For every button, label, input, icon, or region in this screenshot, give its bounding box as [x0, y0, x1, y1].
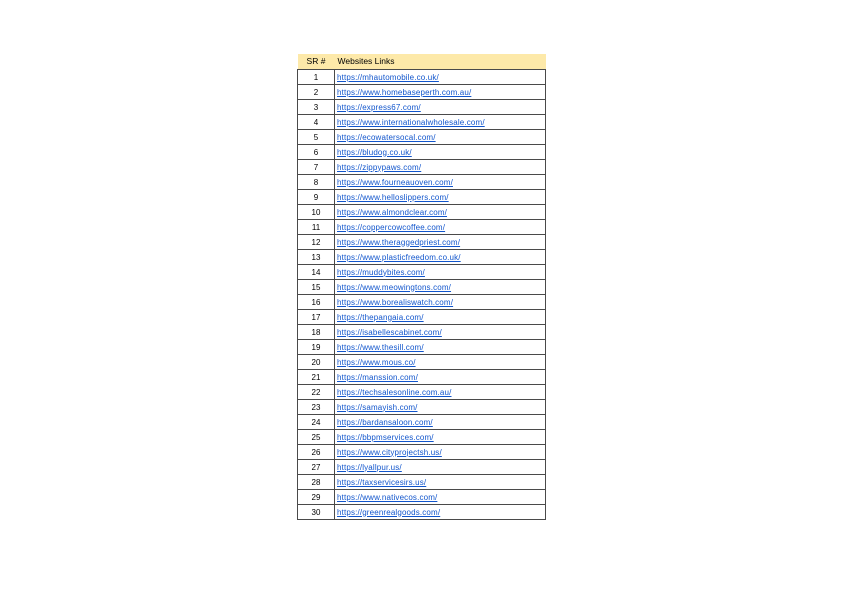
website-link[interactable]: https://bardansaloon.com/ — [337, 417, 433, 427]
table-row — [298, 340, 546, 355]
website-link[interactable]: https://www.homebaseperth.com.au/ — [337, 87, 472, 97]
website-link-cell — [335, 115, 546, 130]
table-row — [298, 115, 546, 130]
row-number: 21 — [298, 370, 335, 385]
website-link[interactable]: https://lyallpur.us/ — [337, 462, 402, 472]
website-link[interactable]: https://zippypaws.com/ — [337, 162, 422, 172]
row-number: 6 — [298, 145, 335, 160]
website-link-cell — [335, 85, 546, 100]
row-number: 23 — [298, 400, 335, 415]
website-link-cell — [335, 505, 546, 520]
row-number: 28 — [298, 475, 335, 490]
row-number: 26 — [298, 445, 335, 460]
website-link[interactable]: https://www.nativecos.com/ — [337, 492, 438, 502]
table-row — [298, 145, 546, 160]
website-link[interactable]: https://express67.com/ — [337, 102, 421, 112]
website-link-cell — [335, 175, 546, 190]
table-row — [298, 490, 546, 505]
website-link-cell — [335, 250, 546, 265]
website-link-cell — [335, 445, 546, 460]
website-link-cell — [335, 415, 546, 430]
row-number: 19 — [298, 340, 335, 355]
row-number: 15 — [298, 280, 335, 295]
row-number: 9 — [298, 190, 335, 205]
row-number: 25 — [298, 430, 335, 445]
website-link[interactable]: https://mhautomobile.co.uk/ — [337, 72, 439, 82]
website-link[interactable]: https://techsalesonline.com.au/ — [337, 387, 452, 397]
website-link-cell — [335, 280, 546, 295]
website-link-cell — [335, 490, 546, 505]
row-number: 8 — [298, 175, 335, 190]
website-link-cell — [335, 325, 546, 340]
table-row — [298, 175, 546, 190]
table-row — [298, 445, 546, 460]
website-link-cell — [335, 385, 546, 400]
website-link-cell — [335, 190, 546, 205]
website-link[interactable]: https://www.meowingtons.com/ — [337, 282, 452, 292]
row-number: 22 — [298, 385, 335, 400]
table-row — [298, 100, 546, 115]
website-link[interactable]: https://muddybites.com/ — [337, 267, 425, 277]
row-number: 1 — [298, 70, 335, 85]
table-row — [298, 415, 546, 430]
website-link-cell — [335, 400, 546, 415]
row-number: 29 — [298, 490, 335, 505]
website-link[interactable]: https://www.borealiswatch.com/ — [337, 297, 454, 307]
row-number: 27 — [298, 460, 335, 475]
row-number: 12 — [298, 235, 335, 250]
table-row — [298, 505, 546, 520]
row-number: 5 — [298, 130, 335, 145]
table-row — [298, 250, 546, 265]
table-row — [298, 265, 546, 280]
table-row — [298, 70, 546, 85]
website-link[interactable]: https://manssion.com/ — [337, 372, 418, 382]
website-link[interactable]: https://bludog.co.uk/ — [337, 147, 412, 157]
row-number: 16 — [298, 295, 335, 310]
header-row — [298, 54, 546, 70]
website-link[interactable]: https://bbpmservices.com/ — [337, 432, 434, 442]
table-row — [298, 325, 546, 340]
website-link-cell — [335, 130, 546, 145]
website-link-cell — [335, 475, 546, 490]
website-link-cell — [335, 370, 546, 385]
website-link[interactable]: https://greenrealgoods.com/ — [337, 507, 441, 517]
website-link[interactable]: https://www.theraggedpriest.com/ — [337, 237, 461, 247]
website-link-cell — [335, 430, 546, 445]
website-link[interactable]: https://www.internationalwholesale.com/ — [337, 117, 485, 127]
website-link[interactable]: https://isabellescabinet.com/ — [337, 327, 442, 337]
table-row — [298, 220, 546, 235]
website-link[interactable]: https://www.plasticfreedom.co.uk/ — [337, 252, 461, 262]
table-row — [298, 355, 546, 370]
website-link[interactable]: https://www.cityprojectsh.us/ — [337, 447, 442, 457]
row-number: 4 — [298, 115, 335, 130]
website-link-cell — [335, 205, 546, 220]
website-link-cell — [335, 235, 546, 250]
row-number: 13 — [298, 250, 335, 265]
row-number: 18 — [298, 325, 335, 340]
table-row — [298, 130, 546, 145]
website-link-cell — [335, 160, 546, 175]
website-link-cell — [335, 145, 546, 160]
website-link[interactable]: https://samayish.com/ — [337, 402, 418, 412]
website-link[interactable]: https://www.almondclear.com/ — [337, 207, 448, 217]
table-row — [298, 430, 546, 445]
row-number: 3 — [298, 100, 335, 115]
website-link-cell — [335, 460, 546, 475]
website-link-cell — [335, 355, 546, 370]
row-number: 11 — [298, 220, 335, 235]
website-link-cell — [335, 310, 546, 325]
website-link-cell — [335, 340, 546, 355]
row-number: 24 — [298, 415, 335, 430]
website-link[interactable]: https://www.mous.co/ — [337, 357, 416, 367]
website-link[interactable]: https://www.fourneauoven.com/ — [337, 177, 453, 187]
website-link-cell — [335, 100, 546, 115]
table-row — [298, 190, 546, 205]
website-link-cell — [335, 295, 546, 310]
row-number: 17 — [298, 310, 335, 325]
row-number: 10 — [298, 205, 335, 220]
table-row — [298, 460, 546, 475]
row-number: 7 — [298, 160, 335, 175]
website-links-sheet — [297, 54, 545, 520]
table-row — [298, 280, 546, 295]
table-row — [298, 385, 546, 400]
website-link[interactable]: https://www.helloslippers.com/ — [337, 192, 449, 202]
website-link-cell — [335, 70, 546, 85]
sr-column-header: SR # — [298, 54, 335, 70]
table-row — [298, 205, 546, 220]
website-link[interactable]: https://ecowatersocal.com/ — [337, 132, 436, 142]
row-number: 20 — [298, 355, 335, 370]
table-row — [298, 235, 546, 250]
row-number: 2 — [298, 85, 335, 100]
website-link[interactable]: https://taxservicesirs.us/ — [337, 477, 427, 487]
row-number: 30 — [298, 505, 335, 520]
table-body — [298, 70, 546, 520]
table-row — [298, 295, 546, 310]
table-row — [298, 370, 546, 385]
table-row — [298, 475, 546, 490]
website-link[interactable]: https://coppercowcoffee.com/ — [337, 222, 446, 232]
table-row — [298, 400, 546, 415]
website-link-cell — [335, 220, 546, 235]
links-column-header: Websites Links — [335, 54, 546, 70]
table-row — [298, 160, 546, 175]
website-link-cell — [335, 265, 546, 280]
website-links-table — [297, 54, 546, 520]
row-number: 14 — [298, 265, 335, 280]
table-row — [298, 85, 546, 100]
website-link[interactable]: https://thepangaia.com/ — [337, 312, 424, 322]
table-row — [298, 310, 546, 325]
website-link[interactable]: https://www.thesill.com/ — [337, 342, 424, 352]
